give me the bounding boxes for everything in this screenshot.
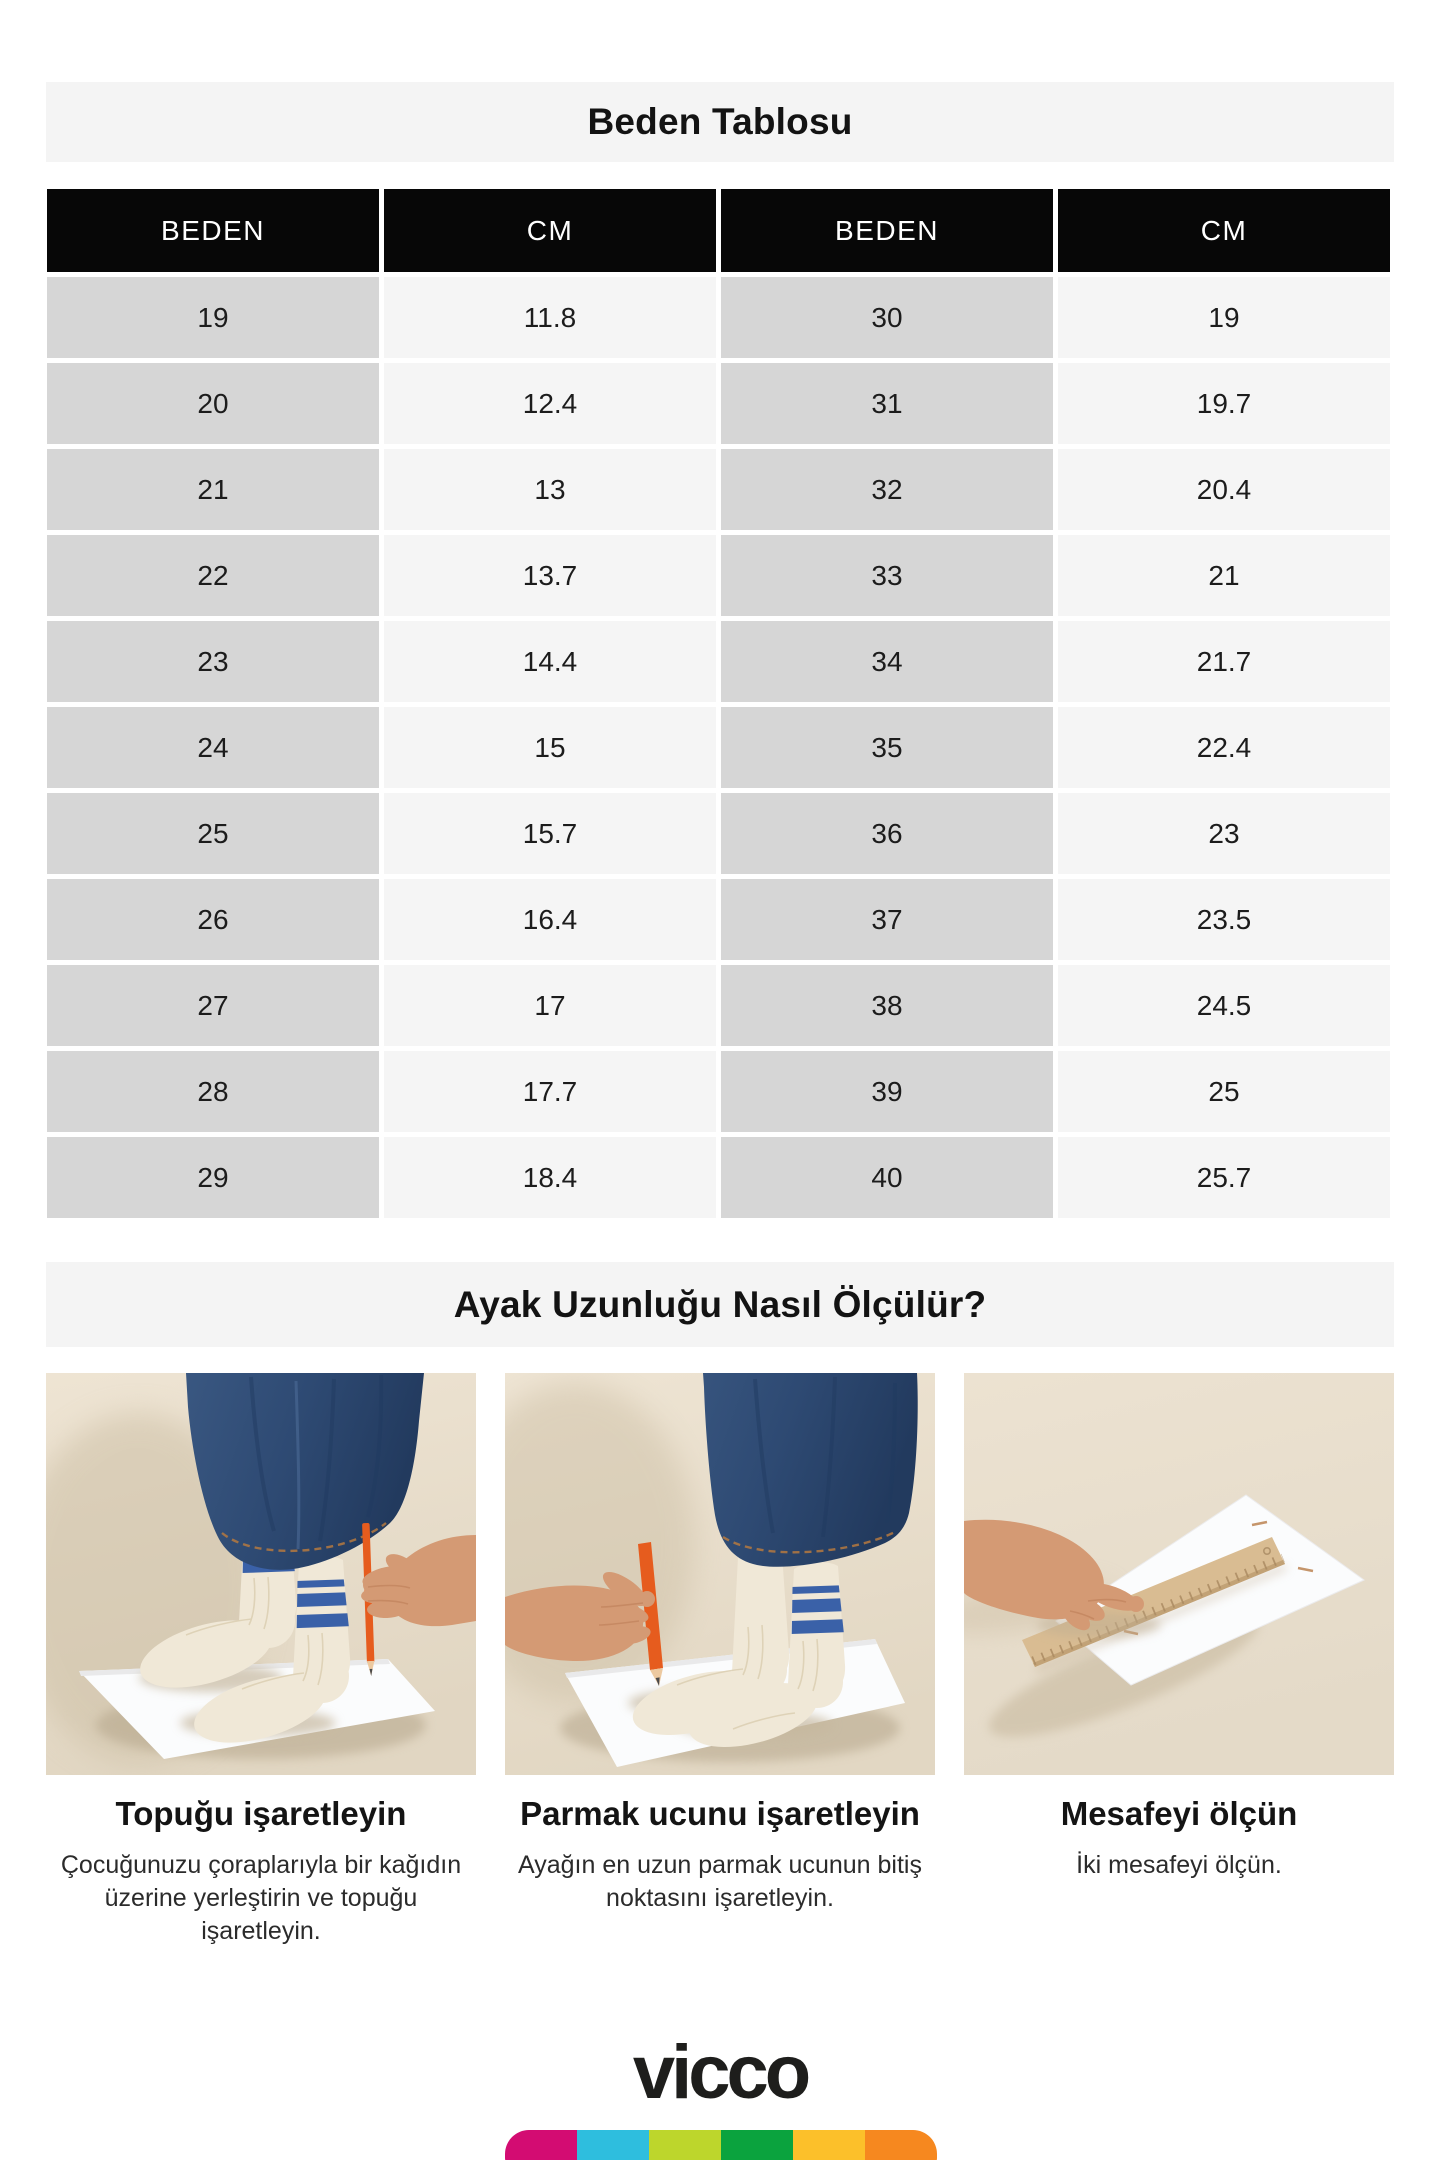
cm-cell: 22.4 — [1058, 707, 1390, 788]
mark-toe-illustration — [505, 1373, 935, 1775]
caption-mark-toe — [505, 1795, 935, 1948]
cm-cell: 24.5 — [1058, 965, 1390, 1046]
caption-mark-heel — [46, 1795, 476, 1948]
size-cell: 31 — [721, 363, 1053, 444]
size-cell: 26 — [47, 879, 379, 960]
vicco-logo-color-bar — [505, 2130, 937, 2160]
size-cell: 24 — [47, 707, 379, 788]
logo-bar-segment — [865, 2130, 937, 2160]
caption-heading: Topuğu işaretleyin — [115, 1795, 407, 1832]
cm-cell: 25 — [1058, 1051, 1390, 1132]
size-table — [47, 189, 1390, 1218]
measure-distance-photo — [964, 1373, 1394, 1775]
caption-heading: Mesafeyi ölçün — [1060, 1795, 1298, 1832]
size-cell: 23 — [47, 621, 379, 702]
size-table-title-band — [46, 82, 1394, 162]
col-header-beden-1: BEDEN — [47, 189, 379, 272]
caption-heading: Parmak ucunu işaretleyin — [520, 1795, 920, 1832]
size-cell: 29 — [47, 1137, 379, 1218]
caption-measure-distance — [964, 1795, 1394, 1948]
cm-cell: 20.4 — [1058, 449, 1390, 530]
size-cell: 34 — [721, 621, 1053, 702]
caption-description: İki mesafeyi ölçün. — [1076, 1851, 1282, 1879]
size-cell: 35 — [721, 707, 1053, 788]
cm-cell: 19 — [1058, 277, 1390, 358]
col-header-cm-1: CM — [384, 189, 716, 272]
measure-step-photos — [46, 1373, 1394, 1775]
size-cell: 37 — [721, 879, 1053, 960]
logo-bar-segment — [577, 2130, 649, 2160]
size-cell: 28 — [47, 1051, 379, 1132]
size-cell: 19 — [47, 277, 379, 358]
logo-bar-segment — [721, 2130, 793, 2160]
cm-cell: 16.4 — [384, 879, 716, 960]
cm-cell: 14.4 — [384, 621, 716, 702]
mark-toe-photo — [505, 1373, 935, 1775]
size-cell: 38 — [721, 965, 1053, 1046]
cm-cell: 18.4 — [384, 1137, 716, 1218]
vicco-logo: vicco — [632, 2030, 808, 2115]
mark-heel-illustration — [46, 1373, 476, 1775]
size-cell: 21 — [47, 449, 379, 530]
cm-cell: 19.7 — [1058, 363, 1390, 444]
size-cell: 36 — [721, 793, 1053, 874]
measure-title: Ayak Uzunluğu Nasıl Ölçülür? — [453, 1283, 987, 1325]
caption-description: Ayağın en uzun parmak ucunun bitiş noktasını işaretleyin. — [518, 1851, 922, 1912]
size-table-title: Beden Tablosu — [587, 101, 853, 142]
col-header-cm-2: CM — [1058, 189, 1390, 272]
caption-description: Çocuğunuzu çoraplarıyla bir kağıdın üzerine yerleştirin ve topuğu işaretleyin. — [60, 1851, 462, 1945]
measure-title-band — [46, 1262, 1394, 1347]
cm-cell: 13 — [384, 449, 716, 530]
size-cell: 22 — [47, 535, 379, 616]
size-cell: 27 — [47, 965, 379, 1046]
cm-cell: 21.7 — [1058, 621, 1390, 702]
cm-cell: 23.5 — [1058, 879, 1390, 960]
size-cell: 30 — [721, 277, 1053, 358]
cm-cell: 13.7 — [384, 535, 716, 616]
measure-step-captions — [46, 1795, 1394, 1948]
cm-cell: 15 — [384, 707, 716, 788]
size-cell: 39 — [721, 1051, 1053, 1132]
size-cell: 40 — [721, 1137, 1053, 1218]
cm-cell: 25.7 — [1058, 1137, 1390, 1218]
logo-bar-segment — [649, 2130, 721, 2160]
cm-cell: 15.7 — [384, 793, 716, 874]
measure-distance-illustration — [964, 1373, 1394, 1775]
size-cell: 33 — [721, 535, 1053, 616]
mark-heel-photo — [46, 1373, 476, 1775]
col-header-beden-2: BEDEN — [721, 189, 1053, 272]
cm-cell: 11.8 — [384, 277, 716, 358]
logo-bar-segment — [793, 2130, 865, 2160]
cm-cell: 23 — [1058, 793, 1390, 874]
cm-cell: 17 — [384, 965, 716, 1046]
size-cell: 25 — [47, 793, 379, 874]
size-cell: 32 — [721, 449, 1053, 530]
logo-bar-segment — [505, 2130, 577, 2160]
size-cell: 20 — [47, 363, 379, 444]
cm-cell: 21 — [1058, 535, 1390, 616]
cm-cell: 17.7 — [384, 1051, 716, 1132]
cm-cell: 12.4 — [384, 363, 716, 444]
